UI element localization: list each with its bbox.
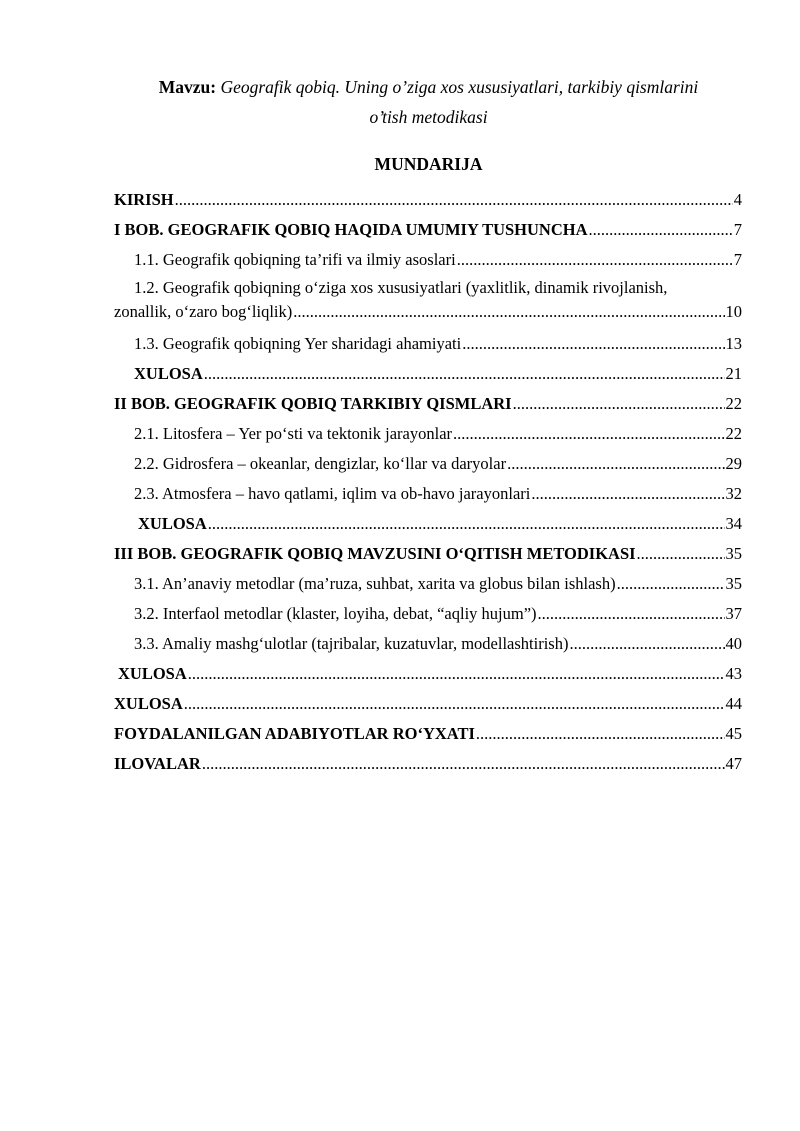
topic-line-1 — [100, 72, 757, 102]
toc-leader-dots — [457, 250, 733, 270]
toc-entry-label: 2.3. Atmosfera – havo qatlami, iqlim va ob-havo jarayonlari — [134, 484, 531, 503]
toc-entry-label: KIRISH — [114, 190, 174, 209]
toc-entry-label: 3.1. An’anaviy metodlar (ma’ruza, suhbat, xarita va globus bilan ishlash) — [134, 574, 616, 593]
toc-entry-page: 35 — [725, 544, 742, 563]
toc-entry-section-1-3[interactable] — [114, 324, 742, 354]
toc-leader-dots — [589, 220, 733, 240]
toc-entry-line-2 — [114, 300, 742, 324]
toc-entry-page: 37 — [725, 604, 742, 623]
toc-leader-dots — [184, 694, 725, 714]
topic-heading — [100, 72, 757, 132]
toc-entry-appendices[interactable] — [114, 744, 742, 774]
toc-leader-dots — [293, 300, 724, 324]
toc-entry-chapter-1-conclusion[interactable] — [114, 354, 742, 384]
toc-entry-label: I BOB. GEOGRAFIK QOBIQ HAQIDA UMUMIY TUSHUNCHA — [114, 220, 588, 239]
toc-entry-page: 45 — [725, 724, 742, 743]
toc-entry-page: 7 — [733, 250, 742, 269]
toc-entry-page: 43 — [725, 664, 742, 683]
toc-entry-references[interactable] — [114, 714, 742, 744]
toc-entry-page: 32 — [725, 484, 742, 503]
toc-leader-dots — [204, 364, 725, 384]
toc-entry-page: 40 — [725, 634, 742, 653]
toc-entry-chapter-2-conclusion[interactable] — [114, 504, 742, 534]
toc-leader-dots — [188, 664, 725, 684]
toc-entry-page: 34 — [725, 514, 742, 533]
toc-entry-section-2-2[interactable] — [114, 444, 742, 474]
toc-leader-dots — [569, 634, 724, 654]
toc-entry-label: III BOB. GEOGRAFIK QOBIQ MAVZUSINI O‘QITISH METODIKASI — [114, 544, 636, 563]
topic-prefix: Mavzu: — [158, 77, 217, 97]
toc-entry-page: 22 — [725, 394, 742, 413]
toc-entry-section-2-1[interactable] — [114, 414, 742, 444]
toc-leader-dots — [507, 454, 724, 474]
toc-entry-page: 10 — [725, 302, 742, 321]
toc-leader-dots — [462, 334, 724, 354]
toc-entry-section-1-1[interactable] — [114, 240, 742, 270]
toc-entry-introduction[interactable] — [114, 180, 742, 210]
toc-leader-dots — [453, 424, 724, 444]
topic-line-2 — [100, 102, 757, 132]
toc-leader-dots — [175, 190, 733, 210]
toc-leader-dots — [208, 514, 725, 534]
toc-entry-label: 1.3. Geografik qobiqning Yer sharidagi ahamiyati — [134, 334, 462, 353]
toc-entry-page: 47 — [725, 754, 742, 773]
toc-leader-dots — [476, 724, 725, 744]
toc-entry-chapter-2[interactable] — [114, 384, 742, 414]
toc-leader-dots — [513, 394, 725, 414]
toc-entry-page: 29 — [725, 454, 742, 473]
toc-entry-section-3-1[interactable] — [114, 564, 742, 594]
toc-entry-page: 7 — [733, 220, 742, 239]
toc-title: MUNDARIJA — [374, 154, 483, 174]
toc-entry-page: 4 — [733, 190, 742, 209]
toc-entry-label-line-1: 1.2. Geografik qobiqning o‘ziga xos xususiyatlari (yaxlitlik, dinamik rivojlanish, — [134, 278, 668, 297]
toc-entry-section-3-2[interactable] — [114, 594, 742, 624]
toc-entry-label: 2.1. Litosfera – Yer po‘sti va tektonik jarayonlar — [134, 424, 453, 443]
toc-entry-section-3-3[interactable] — [114, 624, 742, 654]
toc-leader-dots — [637, 544, 725, 564]
toc-entry-label: 2.2. Gidrosfera – okeanlar, dengizlar, ko‘llar va daryolar — [134, 454, 507, 473]
toc-entry-label: ILOVALAR — [114, 754, 201, 773]
toc-leader-dots — [202, 754, 725, 774]
toc-leader-dots — [538, 604, 725, 624]
toc-entry-label-line-2: zonallik, o‘zaro bog‘liqlik) — [114, 302, 293, 321]
toc-entry-label: XULOSA — [134, 364, 203, 383]
toc-entry-label: II BOB. GEOGRAFIK QOBIQ TARKIBIY QISMLARI — [114, 394, 512, 413]
toc-entry-label: 3.3. Amaliy mashg‘ulotlar (tajribalar, kuzatuvlar, modellashtirish) — [134, 634, 569, 653]
toc-entry-section-1-2[interactable] — [114, 270, 742, 324]
toc-entry-label: 1.1. Geografik qobiqning ta’rifi va ilmiy asoslari — [134, 250, 456, 269]
toc-entry-chapter-1[interactable] — [114, 210, 742, 240]
toc-entry-label: XULOSA — [138, 514, 207, 533]
topic-title-part-2: o’tish metodikasi — [369, 107, 488, 127]
toc-entry-label: FOYDALANILGAN ADABIYOTLAR RO‘YXATI — [114, 724, 475, 743]
table-of-contents — [114, 180, 742, 774]
topic-title-part-1: Geografik qobiq. Uning o’ziga xos xususiyatlari, tarkibiy qismlarini — [216, 77, 699, 97]
toc-entry-chapter-3-conclusion[interactable] — [114, 654, 742, 684]
toc-entry-page: 22 — [725, 424, 742, 443]
toc-entry-page: 35 — [725, 574, 742, 593]
toc-entry-label: XULOSA — [118, 664, 187, 683]
toc-entry-page: 21 — [725, 364, 742, 383]
toc-leader-dots — [617, 574, 725, 594]
toc-entry-label: 3.2. Interfaol metodlar (klaster, loyiha, debat, “aqliy hujum”) — [134, 604, 537, 623]
toc-entry-page: 13 — [725, 334, 742, 353]
toc-entry-conclusion[interactable] — [114, 684, 742, 714]
toc-leader-dots — [531, 484, 724, 504]
toc-entry-chapter-3[interactable] — [114, 534, 742, 564]
toc-entry-label: XULOSA — [114, 694, 183, 713]
toc-entry-section-2-3[interactable] — [114, 474, 742, 504]
toc-entry-page: 44 — [725, 694, 742, 713]
